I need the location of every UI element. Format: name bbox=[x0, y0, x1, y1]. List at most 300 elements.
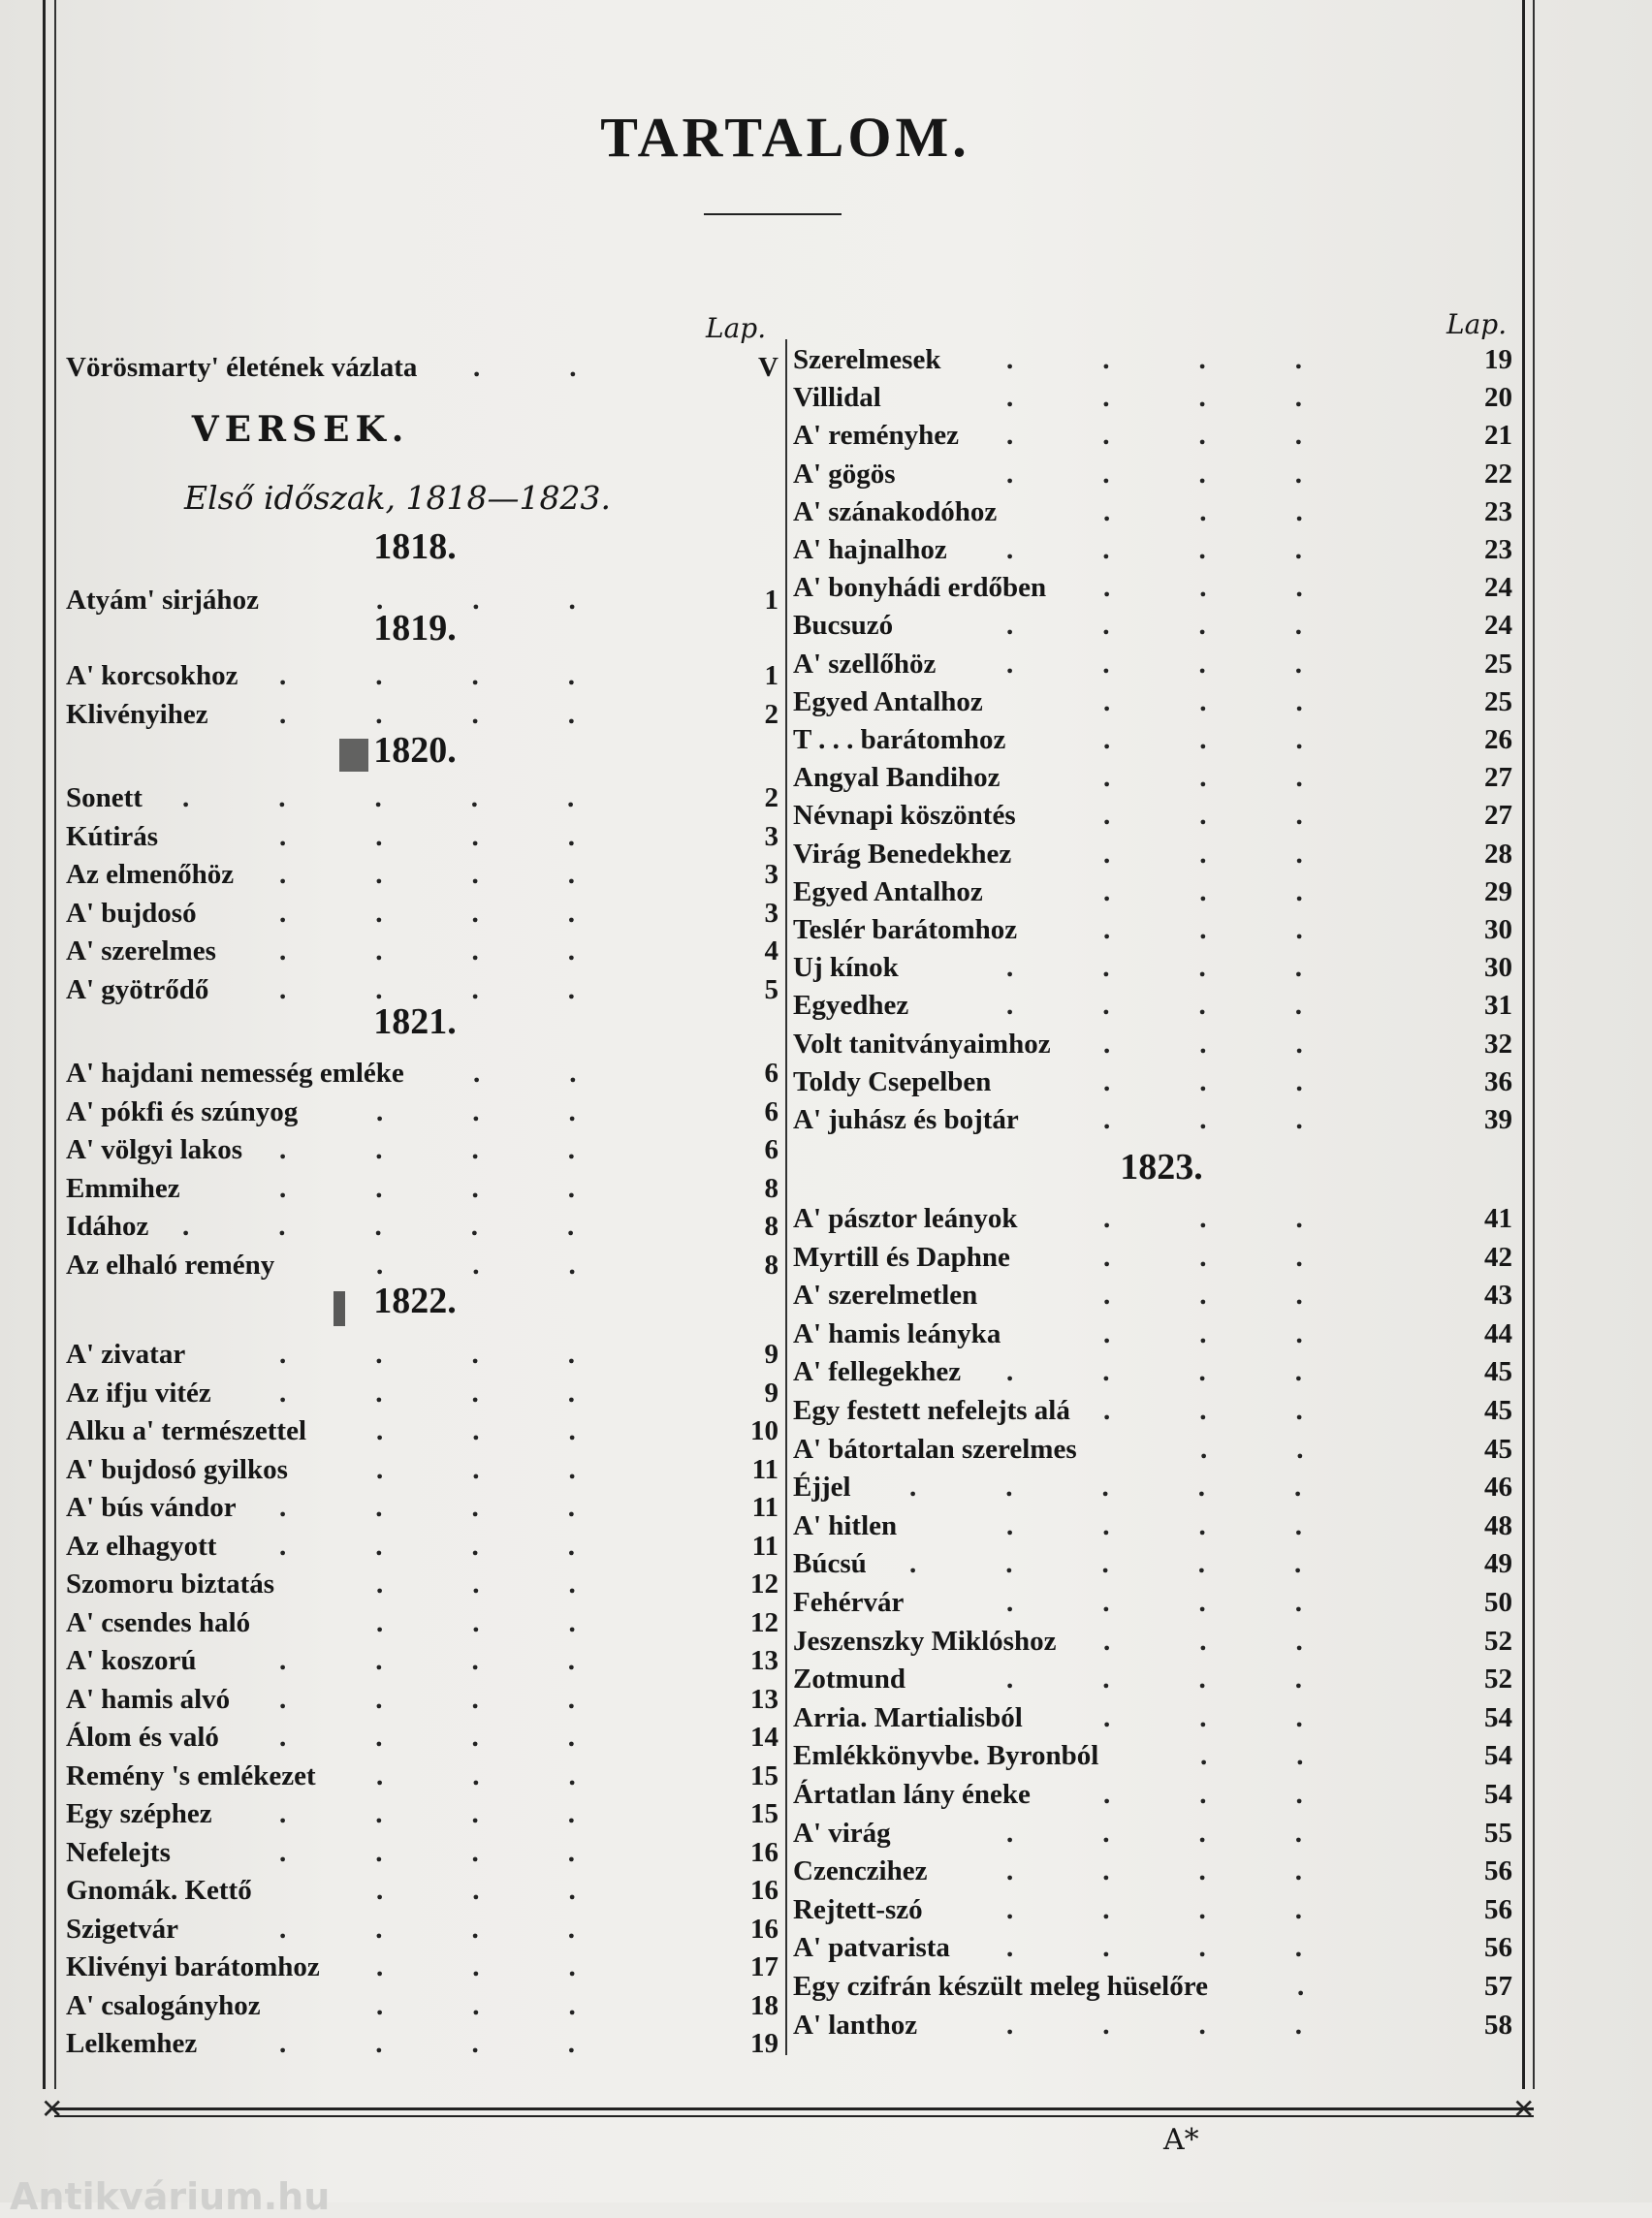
leader-dots: ... bbox=[376, 1453, 665, 1485]
leader-dots: .... bbox=[279, 1492, 664, 1523]
toc-entry-title: A' szerelmes bbox=[66, 935, 216, 966]
toc-entry-title: A' lanthoz bbox=[793, 2009, 918, 2041]
leader-dots: ..... bbox=[909, 1472, 1391, 1504]
toc-entry bbox=[793, 836, 1512, 872]
toc-entry-title: Álom és való bbox=[66, 1722, 219, 1753]
leader-dots: ... bbox=[1103, 1701, 1392, 1733]
toc-entry bbox=[66, 1170, 778, 1207]
toc-entry-page: 52 bbox=[1484, 1625, 1512, 1657]
toc-entry-page: 45 bbox=[1484, 1395, 1512, 1426]
toc-entry-title: A' szerelmetlen bbox=[793, 1280, 978, 1312]
toc-entry-title: A' bátortalan szerelmes bbox=[793, 1433, 1077, 1465]
toc-entry-page: 16 bbox=[750, 1836, 778, 1868]
toc-entry bbox=[793, 1026, 1512, 1062]
toc-entry-page: 46 bbox=[1484, 1472, 1512, 1504]
leader-dots: ... bbox=[1103, 1625, 1392, 1657]
toc-entry-page: 4 bbox=[764, 935, 778, 966]
leader-dots: .... bbox=[279, 1683, 664, 1715]
leader-dots: .... bbox=[1006, 344, 1391, 375]
leader-dots: .... bbox=[1006, 610, 1391, 642]
toc-entry-page: 26 bbox=[1484, 724, 1512, 755]
toc-entry-page: 49 bbox=[1484, 1548, 1512, 1580]
toc-entry bbox=[793, 417, 1512, 454]
toc-entry-page: 19 bbox=[750, 2028, 778, 2059]
leader-dots: .... bbox=[279, 1172, 664, 1204]
toc-entry-title: A' patvarista bbox=[793, 1932, 950, 1964]
toc-entry-title: Atyám' sirjához bbox=[66, 585, 259, 616]
toc-entry-page: 48 bbox=[1484, 1509, 1512, 1541]
print-mark-icon bbox=[339, 739, 368, 772]
toc-entry-title: Remény 's emlékezet bbox=[66, 1759, 316, 1791]
toc-entry-title: Lelkemhez bbox=[66, 2028, 198, 2059]
toc-entry-page: 17 bbox=[750, 1951, 778, 1982]
leader-dots: .... bbox=[1006, 458, 1391, 490]
toc-entry bbox=[793, 1661, 1512, 1697]
leader-dots: .... bbox=[279, 1913, 664, 1945]
toc-entry-title: Ártatlan lány éneke bbox=[793, 1779, 1031, 1810]
toc-entry bbox=[793, 1776, 1512, 1813]
leader-dots: ... bbox=[1103, 800, 1392, 832]
toc-entry-page: 29 bbox=[1484, 875, 1512, 907]
leader-dots: .... bbox=[1006, 534, 1391, 565]
toc-entry bbox=[66, 1528, 778, 1565]
frame-left-rule bbox=[43, 0, 46, 2089]
toc-entry bbox=[66, 1987, 778, 2024]
toc-entry-page: 20 bbox=[1484, 382, 1512, 414]
toc-entry-page: 12 bbox=[750, 1606, 778, 1638]
leader-dots: .... bbox=[279, 973, 664, 1005]
toc-entry bbox=[66, 1719, 778, 1756]
leader-dots: .... bbox=[1006, 1817, 1391, 1849]
toc-entry bbox=[793, 1507, 1512, 1544]
leader-dots: .... bbox=[1006, 1587, 1391, 1618]
toc-entry-title: A' juhász és bojtár bbox=[793, 1104, 1019, 1135]
toc-entry-page: 2 bbox=[764, 782, 778, 813]
toc-entry bbox=[793, 1699, 1512, 1736]
toc-entry-page: 23 bbox=[1484, 534, 1512, 565]
toc-entry-page: 13 bbox=[750, 1645, 778, 1676]
toc-entry bbox=[66, 1949, 778, 1985]
toc-entry-page: 30 bbox=[1484, 952, 1512, 984]
leader-dots: .... bbox=[1006, 382, 1391, 414]
toc-entry-page: 9 bbox=[764, 1339, 778, 1370]
toc-entry-page: 6 bbox=[764, 1058, 778, 1089]
toc-entry-page: 22 bbox=[1484, 458, 1512, 490]
toc-entry bbox=[793, 1431, 1512, 1468]
toc-entry-page: 15 bbox=[750, 1759, 778, 1791]
toc-entry bbox=[793, 987, 1512, 1024]
toc-entry-title: Idához bbox=[66, 1211, 149, 1242]
toc-entry-page: 8 bbox=[764, 1249, 778, 1281]
toc-entry-title: A' zivatar bbox=[66, 1339, 186, 1370]
toc-entry-page: 31 bbox=[1484, 990, 1512, 1022]
ornament-corner-right-icon: ✕ bbox=[1512, 2093, 1536, 2125]
toc-entry-title: A' hamis leányka bbox=[793, 1317, 1001, 1349]
print-mark-icon bbox=[334, 1291, 345, 1326]
leader-dots: .... bbox=[1006, 1893, 1391, 1925]
toc-entry-page: 32 bbox=[1484, 1028, 1512, 1060]
leader-dots: .... bbox=[279, 1645, 664, 1676]
toc-entry-page: V bbox=[758, 352, 778, 383]
toc-entry-page: 19 bbox=[1484, 344, 1512, 375]
toc-entry bbox=[793, 1815, 1512, 1852]
toc-entry-page: 11 bbox=[751, 1453, 778, 1485]
toc-entry-title: Egy széphez bbox=[66, 1798, 212, 1829]
toc-entry bbox=[66, 1604, 778, 1641]
toc-entry-page: 57 bbox=[1484, 1971, 1512, 2002]
toc-entry-title: A' reményhez bbox=[793, 420, 959, 452]
toc-entry-title: Éjjel bbox=[793, 1472, 851, 1504]
leader-dots: .... bbox=[279, 1530, 664, 1562]
toc-entry bbox=[66, 1375, 778, 1411]
toc-entry-page: 11 bbox=[751, 1530, 778, 1562]
toc-entry-title: Czenczihez bbox=[793, 1855, 928, 1887]
toc-entry-title: Angyal Bandihoz bbox=[793, 762, 1001, 794]
bottom-rule bbox=[54, 2107, 1534, 2110]
ornament-corner-left-icon: ✕ bbox=[41, 2093, 64, 2125]
toc-entry bbox=[793, 1392, 1512, 1429]
toc-entry-title: Gnomák. Kettő bbox=[66, 1875, 252, 1906]
toc-entry-page: 44 bbox=[1484, 1317, 1512, 1349]
toc-entry-title: Egy festett nefelejts alá bbox=[793, 1395, 1070, 1426]
toc-entry bbox=[793, 1101, 1512, 1138]
leader-dots: ... bbox=[1103, 1028, 1392, 1060]
toc-entry-page: 2 bbox=[764, 698, 778, 730]
leader-dots: ... bbox=[1103, 495, 1392, 527]
leader-dots: .... bbox=[1006, 420, 1391, 452]
leader-dots: .... bbox=[279, 698, 664, 730]
toc-entry-title: Az elmenőhöz bbox=[66, 859, 235, 890]
toc-entry-page: 18 bbox=[750, 1989, 778, 2021]
toc-entry-page: 45 bbox=[1484, 1356, 1512, 1388]
toc-entry-title: A' fellegekhez bbox=[793, 1356, 962, 1388]
toc-entry bbox=[66, 895, 778, 932]
toc-entry bbox=[793, 797, 1512, 834]
toc-entry-title: A' bujdosó bbox=[66, 897, 197, 929]
year-heading: 1821. bbox=[373, 1001, 457, 1042]
toc-entry bbox=[66, 1093, 778, 1130]
toc-entry-page: 28 bbox=[1484, 838, 1512, 870]
toc-entry-title: Emlékkönyvbe. Byronból bbox=[793, 1740, 1099, 1772]
toc-entry bbox=[66, 779, 778, 816]
leader-dots: ... bbox=[1103, 685, 1392, 717]
toc-entry-title: Egyed Antalhoz bbox=[793, 685, 983, 717]
toc-entry-title: Rejtett-szó bbox=[793, 1893, 923, 1925]
toc-entry bbox=[66, 1208, 778, 1245]
toc-entry-title: Vörösmarty' életének vázlata bbox=[66, 352, 418, 383]
toc-entry bbox=[793, 1469, 1512, 1505]
toc-entry-title: Szerelmesek bbox=[793, 344, 941, 375]
toc-entry bbox=[793, 873, 1512, 910]
leader-dots: .... bbox=[1006, 648, 1391, 680]
toc-entry-page: 58 bbox=[1484, 2009, 1512, 2041]
toc-entry bbox=[793, 1968, 1512, 2005]
toc-entry-page: 27 bbox=[1484, 800, 1512, 832]
toc-entry-title: Toldy Csepelben bbox=[793, 1065, 992, 1097]
toc-entry-page: 9 bbox=[764, 1377, 778, 1409]
leader-dots: .. bbox=[473, 352, 666, 383]
frame-right-rule bbox=[1522, 0, 1525, 2089]
toc-entry-page: 3 bbox=[764, 897, 778, 929]
toc-entry-title: Fehérvár bbox=[793, 1587, 905, 1618]
toc-entry bbox=[793, 911, 1512, 948]
toc-entry-page: 50 bbox=[1484, 1587, 1512, 1618]
toc-entry-page: 30 bbox=[1484, 914, 1512, 945]
leader-dots: .... bbox=[279, 859, 664, 890]
leader-dots: .... bbox=[279, 1798, 664, 1829]
toc-entry bbox=[66, 2025, 778, 2062]
toc-entry-title: Szigetvár bbox=[66, 1913, 178, 1945]
toc-entry bbox=[66, 1795, 778, 1832]
leader-dots: ... bbox=[376, 1875, 665, 1906]
toc-entry-title: A' bujdosó gyilkos bbox=[66, 1453, 288, 1485]
toc-entry-title: Myrtill és Daphne bbox=[793, 1241, 1010, 1273]
toc-entry-title: Az ifju vitéz bbox=[66, 1377, 211, 1409]
toc-entry-title: A' csalogányhoz bbox=[66, 1989, 261, 2021]
toc-entry bbox=[793, 1929, 1512, 1966]
toc-entry-title: A' bonyhádi erdőben bbox=[793, 572, 1047, 604]
toc-entry-title: A' hitlen bbox=[793, 1509, 898, 1541]
toc-entry bbox=[66, 1911, 778, 1948]
leader-dots: .... bbox=[279, 660, 664, 691]
toc-entry bbox=[793, 949, 1512, 986]
toc-entry-title: A' szellőhöz bbox=[793, 648, 937, 680]
toc-entry-page: 54 bbox=[1484, 1701, 1512, 1733]
toc-entry-title: Volt tanitványaimhoz bbox=[793, 1028, 1051, 1060]
leader-dots: .. bbox=[1200, 1433, 1393, 1465]
toc-entry-page: 14 bbox=[750, 1722, 778, 1753]
leader-dots: ... bbox=[1103, 1203, 1392, 1234]
leader-dots: .... bbox=[279, 1836, 664, 1868]
toc-entry bbox=[793, 1200, 1512, 1237]
toc-entry-page: 1 bbox=[764, 660, 778, 691]
leader-dots: .... bbox=[279, 1134, 664, 1165]
leader-dots: ... bbox=[376, 1989, 665, 2021]
leader-dots: ... bbox=[376, 1415, 665, 1446]
toc-entry bbox=[66, 1834, 778, 1871]
toc-entry bbox=[793, 1277, 1512, 1314]
leader-dots: . bbox=[1297, 1971, 1394, 2002]
toc-entry bbox=[793, 646, 1512, 682]
toc-entry bbox=[66, 1758, 778, 1794]
toc-entry bbox=[66, 696, 778, 733]
frame-left-rule-inner bbox=[54, 0, 56, 2089]
toc-entry-title: A' szánakodóhoz bbox=[793, 495, 998, 527]
toc-entry-title: A' bús vándor bbox=[66, 1492, 237, 1523]
leader-dots: .... bbox=[279, 2028, 664, 2059]
leader-dots: ... bbox=[1103, 1779, 1392, 1810]
toc-entry bbox=[66, 1412, 778, 1449]
toc-entry-page: 8 bbox=[764, 1172, 778, 1204]
year-heading: 1819. bbox=[373, 608, 457, 649]
toc-entry-title: Nefelejts bbox=[66, 1836, 171, 1868]
toc-entry-page: 39 bbox=[1484, 1104, 1512, 1135]
toc-entry-page: 25 bbox=[1484, 648, 1512, 680]
toc-entry-title: Egyedhez bbox=[793, 990, 909, 1022]
toc-entry-title: Virág Benedekhez bbox=[793, 838, 1012, 870]
toc-entry-title: Villidal bbox=[793, 382, 881, 414]
toc-entry bbox=[793, 379, 1512, 416]
toc-entry-title: A' pásztor leányok bbox=[793, 1203, 1018, 1234]
leader-dots: ... bbox=[1103, 724, 1392, 755]
toc-entry-title: Egy czifrán készült meleg hüselőre bbox=[793, 1971, 1208, 2002]
leader-dots: ..... bbox=[909, 1548, 1391, 1580]
leader-dots: ... bbox=[376, 1951, 665, 1982]
toc-entry bbox=[793, 683, 1512, 720]
leader-dots: ..... bbox=[182, 782, 664, 813]
toc-entry bbox=[66, 1131, 778, 1168]
leader-dots: ... bbox=[1103, 914, 1392, 945]
toc-entry bbox=[793, 569, 1512, 606]
toc-entry-page: 24 bbox=[1484, 610, 1512, 642]
toc-entry-title: Jeszenszky Miklóshoz bbox=[793, 1625, 1057, 1657]
page-title: TARTALOM. bbox=[600, 106, 970, 169]
toc-entry bbox=[66, 1681, 778, 1718]
toc-entry bbox=[66, 933, 778, 969]
toc-entry-page: 54 bbox=[1484, 1740, 1512, 1772]
toc-entry-page: 56 bbox=[1484, 1932, 1512, 1964]
period-subheading: Első időszak, 1818—1823. bbox=[184, 479, 611, 517]
title-rule bbox=[704, 213, 842, 215]
toc-entry bbox=[793, 531, 1512, 568]
toc-entry bbox=[793, 2007, 1512, 2044]
toc-entry-title: T . . . barátomhoz bbox=[793, 724, 1006, 755]
leader-dots: .... bbox=[279, 935, 664, 966]
toc-entry-title: A' gögös bbox=[793, 458, 896, 490]
column-divider bbox=[785, 339, 787, 2055]
toc-entry-page: 25 bbox=[1484, 685, 1512, 717]
toc-entry bbox=[66, 1247, 778, 1283]
leader-dots: .... bbox=[1006, 1356, 1391, 1388]
toc-entry-title: A' völgyi lakos bbox=[66, 1134, 243, 1165]
toc-entry bbox=[793, 1623, 1512, 1660]
leader-dots: ... bbox=[376, 1095, 665, 1127]
toc-entry-page: 36 bbox=[1484, 1065, 1512, 1097]
toc-entry-page: 13 bbox=[750, 1683, 778, 1715]
toc-entry bbox=[793, 1545, 1512, 1582]
toc-entry bbox=[793, 341, 1512, 378]
toc-entry-title: A' hajnalhoz bbox=[793, 534, 947, 565]
toc-entry-title: Az elhagyott bbox=[66, 1530, 217, 1562]
leader-dots: ... bbox=[1103, 1065, 1392, 1097]
toc-entry-title: A' csendes haló bbox=[66, 1606, 251, 1638]
leader-dots: ... bbox=[1103, 1280, 1392, 1312]
toc-entry-page: 27 bbox=[1484, 762, 1512, 794]
toc-entry bbox=[66, 856, 778, 893]
year-heading: 1823. bbox=[1120, 1147, 1203, 1188]
toc-entry-page: 56 bbox=[1484, 1855, 1512, 1887]
toc-entry-page: 42 bbox=[1484, 1241, 1512, 1273]
leader-dots: ... bbox=[1103, 572, 1392, 604]
toc-entry-page: 11 bbox=[751, 1492, 778, 1523]
leader-dots: ... bbox=[1103, 762, 1392, 794]
leader-dots: .... bbox=[279, 897, 664, 929]
leader-dots: .... bbox=[1006, 1509, 1391, 1541]
toc-entry bbox=[793, 721, 1512, 758]
leader-dots: .... bbox=[1006, 1664, 1391, 1695]
leader-dots: .... bbox=[1006, 990, 1391, 1022]
leader-dots: ... bbox=[376, 1249, 665, 1281]
toc-entry-page: 24 bbox=[1484, 572, 1512, 604]
toc-entry bbox=[66, 1055, 778, 1092]
toc-entry-title: Bucsuzó bbox=[793, 610, 894, 642]
toc-entry bbox=[793, 456, 1512, 492]
toc-entry bbox=[793, 493, 1512, 530]
toc-entry bbox=[66, 1872, 778, 1909]
toc-entry-page: 41 bbox=[1484, 1203, 1512, 1234]
toc-entry bbox=[66, 1489, 778, 1526]
toc-entry bbox=[793, 1315, 1512, 1352]
toc-entry bbox=[66, 1336, 778, 1373]
toc-entry bbox=[66, 1642, 778, 1679]
toc-entry-page: 54 bbox=[1484, 1779, 1512, 1810]
toc-entry-page: 8 bbox=[764, 1211, 778, 1242]
toc-entry-title: A' hamis alvó bbox=[66, 1683, 231, 1715]
toc-entry-title: Zotmund bbox=[793, 1664, 906, 1695]
toc-entry bbox=[793, 1353, 1512, 1390]
leader-dots: ... bbox=[376, 1606, 665, 1638]
toc-entry-page: 16 bbox=[750, 1913, 778, 1945]
toc-entry-page: 5 bbox=[764, 973, 778, 1005]
toc-entry-title: A' hajdani nemesség emléke bbox=[66, 1058, 404, 1089]
toc-entry-page: 10 bbox=[750, 1415, 778, 1446]
leader-dots: ... bbox=[1103, 1241, 1392, 1273]
toc-entry-title: A' koszorú bbox=[66, 1645, 197, 1676]
toc-entry-title: Az elhaló remény bbox=[66, 1249, 275, 1281]
leader-dots: .... bbox=[1006, 2009, 1391, 2041]
toc-entry bbox=[793, 1584, 1512, 1621]
leader-dots: .... bbox=[1006, 1932, 1391, 1964]
toc-entry-title: Klivényihez bbox=[66, 698, 208, 730]
toc-entry bbox=[66, 657, 778, 694]
bottom-rule-thin bbox=[54, 2115, 1534, 2117]
toc-entry-title: A' korcsokhoz bbox=[66, 660, 238, 691]
leader-dots: ... bbox=[376, 1568, 665, 1600]
toc-entry bbox=[793, 1891, 1512, 1928]
leader-dots: ... bbox=[376, 1759, 665, 1791]
leader-dots: ... bbox=[1103, 1395, 1392, 1426]
year-heading: 1820. bbox=[373, 730, 457, 771]
toc-entry-title: Emmihez bbox=[66, 1172, 180, 1204]
toc-entry-title: Egyed Antalhoz bbox=[793, 875, 983, 907]
section-heading-versek: VERSEK. bbox=[191, 409, 410, 450]
toc-entry bbox=[66, 818, 778, 855]
leader-dots: .... bbox=[1006, 1855, 1391, 1887]
toc-entry bbox=[793, 1239, 1512, 1276]
year-heading: 1818. bbox=[373, 526, 457, 567]
toc-entry bbox=[793, 759, 1512, 796]
toc-entry-page: 21 bbox=[1484, 420, 1512, 452]
lap-label-left: Lap. bbox=[706, 312, 767, 344]
leader-dots: ... bbox=[1103, 1104, 1392, 1135]
toc-entry-page: 1 bbox=[764, 585, 778, 616]
toc-entry bbox=[66, 1566, 778, 1602]
toc-entry-page: 3 bbox=[764, 859, 778, 890]
toc-entry-title: Kútirás bbox=[66, 820, 159, 852]
toc-entry-page: 56 bbox=[1484, 1893, 1512, 1925]
toc-entry-title: Uj kínok bbox=[793, 952, 899, 984]
toc-entry bbox=[793, 1853, 1512, 1889]
toc-entry-page: 23 bbox=[1484, 495, 1512, 527]
toc-entry-title: Névnapi köszöntés bbox=[793, 800, 1016, 832]
frame-right-rule-inner bbox=[1533, 0, 1535, 2089]
leader-dots: .. bbox=[473, 1058, 666, 1089]
toc-entry-page: 12 bbox=[750, 1568, 778, 1600]
watermark: Antikvárium.hu bbox=[10, 2175, 331, 2218]
toc-entry-title: Sonett bbox=[66, 782, 143, 813]
toc-entry-title: A' gyötrődő bbox=[66, 973, 209, 1005]
leader-dots: ... bbox=[1103, 875, 1392, 907]
